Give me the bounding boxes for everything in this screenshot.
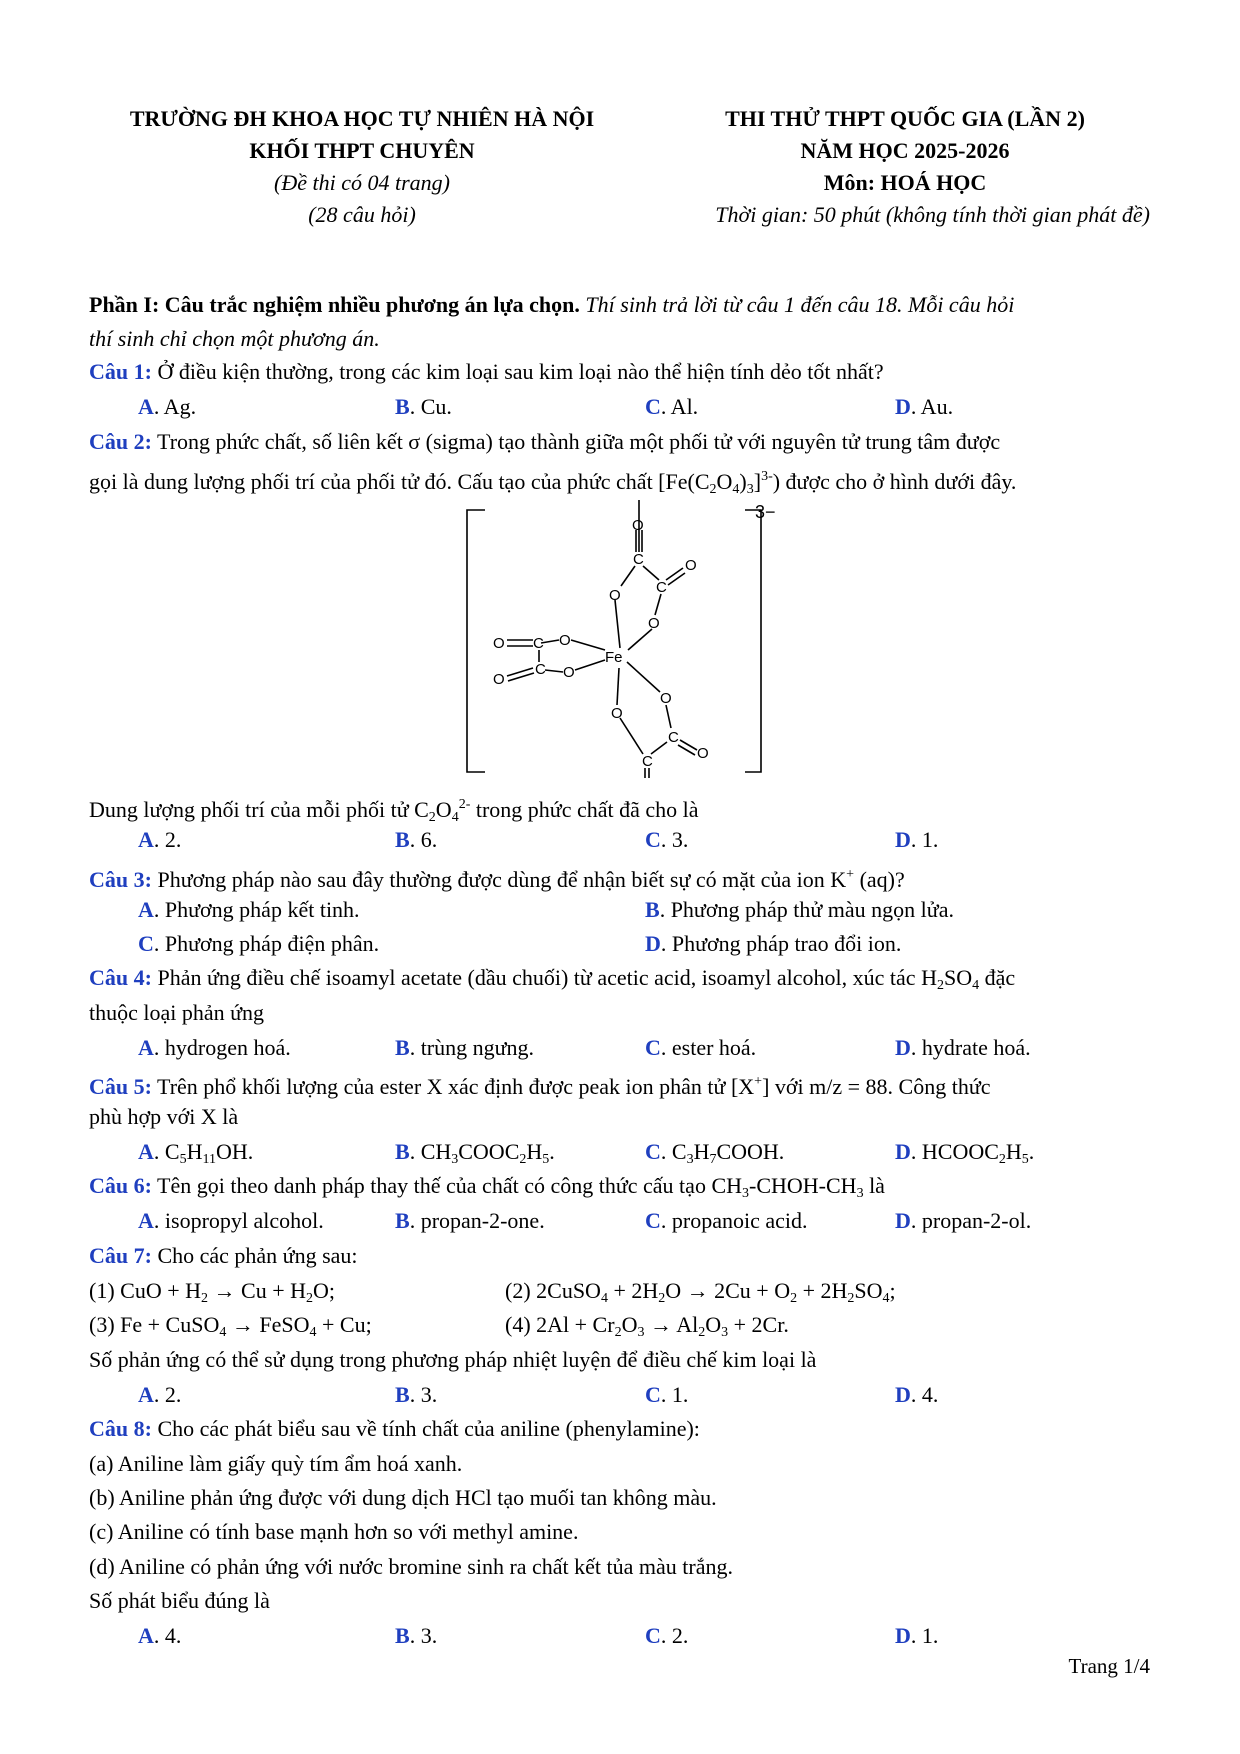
question-4: Câu 4: Phản ứng điều chế isoamyl acetate (dầu chuối) từ acetic acid, isoamyl alcohol, xúc tác $H_2SO_4$ đặc bbox=[89, 965, 1016, 993]
q7-option-b[interactable]: B. 3. bbox=[395, 1382, 438, 1407]
svg-text:O: O bbox=[685, 557, 697, 574]
question-label: Câu 7: bbox=[89, 1243, 152, 1268]
subject: Môn: HOÁ HỌC bbox=[823, 170, 987, 195]
question-3: Câu 3: Phương pháp nào sau đây thường được dùng để nhận biết sự có mặt của ion K+ (aq)? bbox=[89, 867, 905, 892]
q5-option-a[interactable]: A. $C_5H_{11}OH$. bbox=[138, 1139, 254, 1167]
question-8-prompt: Số phát biểu đúng là bbox=[89, 1588, 270, 1613]
question-7-prompt: Số phản ứng có thể sử dụng trong phương pháp nhiệt luyện để điều chế kim loại là bbox=[89, 1347, 817, 1372]
q2-option-c[interactable]: C. 3. bbox=[645, 827, 689, 852]
q4-option-d[interactable]: D. hydrate hoá. bbox=[895, 1035, 1031, 1060]
q8-option-d[interactable]: D. 1. bbox=[895, 1623, 939, 1648]
q2-option-b[interactable]: B. 6. bbox=[395, 827, 438, 852]
question-label: Câu 4: bbox=[89, 965, 152, 990]
question-5: Câu 5: Trên phổ khối lượng của ester X xác định được peak ion phân tử [X+] với m/z = 88. Công thức bbox=[89, 1074, 991, 1099]
q1-option-b[interactable]: B. Cu. bbox=[395, 394, 452, 419]
question-2-prompt: Dung lượng phối trí của mỗi phối tử $C_2O_4^{2-}$ trong phức chất đã cho là bbox=[89, 797, 699, 825]
q3-option-c[interactable]: C. Phương pháp điện phân. bbox=[138, 931, 380, 956]
q7-option-a[interactable]: A. 2. bbox=[138, 1382, 182, 1407]
q6-option-d[interactable]: D. propan-2-ol. bbox=[895, 1208, 1032, 1233]
question-2: Câu 2: Trong phức chất, số liên kết σ (sigma) tạo thành giữa một phối tử với nguyên tử trung tâm được bbox=[89, 429, 1001, 454]
q8-option-c[interactable]: C. 2. bbox=[645, 1623, 689, 1648]
question-label: Câu 8: bbox=[89, 1416, 152, 1441]
q1-option-c[interactable]: C. Al. bbox=[645, 394, 699, 419]
question-label: Câu 2: bbox=[89, 429, 152, 454]
svg-text:C: C bbox=[656, 579, 667, 596]
school-year: NĂM HỌC 2025-2026 bbox=[800, 138, 1010, 163]
q2-option-d[interactable]: D. 1. bbox=[895, 827, 939, 852]
svg-text:O: O bbox=[660, 690, 672, 707]
q2-option-a[interactable]: A. 2. bbox=[138, 827, 182, 852]
school-department: KHỐI THPT CHUYÊN bbox=[249, 138, 475, 163]
reaction-1: (1) CuO + $H_2 \to Cu + H_2O$; bbox=[89, 1278, 335, 1306]
q3-option-b[interactable]: B. Phương pháp thử màu ngọn lửa. bbox=[645, 897, 954, 922]
svg-text:C: C bbox=[535, 661, 546, 678]
school-name: TRƯỜNG ĐH KHOA HỌC TỰ NHIÊN HÀ NỘI bbox=[129, 106, 595, 131]
question-label: Câu 6: bbox=[89, 1173, 152, 1198]
q8-option-a[interactable]: A. 4. bbox=[138, 1623, 182, 1648]
svg-text:O: O bbox=[493, 671, 505, 688]
q4-option-c[interactable]: C. ester hoá. bbox=[645, 1035, 757, 1060]
q6-option-c[interactable]: C. propanoic acid. bbox=[645, 1208, 808, 1233]
svg-text:C: C bbox=[642, 753, 653, 770]
question-label: Câu 1: bbox=[89, 359, 152, 384]
time-limit: Thời gian: 50 phút (không tính thời gian phát đề) bbox=[715, 202, 1150, 227]
q7-option-c[interactable]: C. 1. bbox=[645, 1382, 689, 1407]
page-count-note: (Đề thi có 04 trang) bbox=[274, 170, 450, 195]
reaction-4: (4) $2Al + Cr_2O_3 \to Al_2O_3 + 2Cr$. bbox=[505, 1312, 789, 1340]
q5-option-c[interactable]: C. $C_3H_7COOH$. bbox=[645, 1139, 785, 1167]
statement-c: (c) Aniline có tính base mạnh hơn so với methyl amine. bbox=[89, 1519, 579, 1544]
q1-option-d[interactable]: D. Au. bbox=[895, 394, 954, 419]
statement-b: (b) Aniline phản ứng được với dung dịch HCl tạo muối tan không màu. bbox=[89, 1485, 717, 1510]
svg-text:C: C bbox=[668, 729, 679, 746]
q3-option-a[interactable]: A. Phương pháp kết tinh. bbox=[138, 897, 360, 922]
q5-option-b[interactable]: B. $CH_3COOC_2H_5$. bbox=[395, 1139, 555, 1167]
svg-text:O: O bbox=[697, 745, 709, 762]
statement-a: (a) Aniline làm giấy quỳ tím ẩm hoá xanh. bbox=[89, 1451, 463, 1476]
question-4-cont: thuộc loại phản ứng bbox=[89, 1000, 265, 1025]
svg-text:O: O bbox=[609, 587, 621, 604]
svg-text:C: C bbox=[533, 635, 544, 652]
part1-heading bbox=[89, 290, 1014, 320]
svg-text:C: C bbox=[633, 551, 644, 568]
fe-center-label: Fe bbox=[605, 649, 623, 666]
q3-option-d[interactable]: D. Phương pháp trao đổi ion. bbox=[645, 931, 902, 956]
question-5-cont: phù hợp với X là bbox=[89, 1104, 239, 1129]
page-number: Trang 1/4 bbox=[1068, 1654, 1150, 1678]
svg-text:O: O bbox=[563, 664, 575, 681]
question-2-cont: gọi là dung lượng phối trí của phối tử đó. Cấu tạo của phức chất $[Fe(C_2O_4)_3]^{3-}$) được cho ở hình dưới đây. bbox=[89, 469, 1017, 497]
q5-option-d[interactable]: D. $HCOOC_2H_5$. bbox=[895, 1139, 1035, 1167]
part1-title: Phần I: Câu trắc nghiệm nhiều phương án lựa chọn. bbox=[89, 292, 580, 317]
question-1: Câu 1: Ở điều kiện thường, trong các kim loại sau kim loại nào thể hiện tính dẻo tốt nhất? bbox=[89, 359, 884, 384]
statement-d: (d) Aniline có phản ứng với nước bromine sinh ra chất kết tủa màu trắng. bbox=[89, 1554, 734, 1579]
q6-option-a[interactable]: A. isopropyl alcohol. bbox=[138, 1208, 324, 1233]
part1-instruction-cont: thí sinh chỉ chọn một phương án. bbox=[89, 326, 380, 351]
reaction-2: (2) 2CuSO$_4$ + $2H_2O \to 2Cu + O_2 + 2H_2SO_4$; bbox=[505, 1278, 896, 1306]
svg-text:O: O bbox=[493, 635, 505, 652]
q6-option-b[interactable]: B. propan-2-one. bbox=[395, 1208, 545, 1233]
question-6: Câu 6: Tên gọi theo danh pháp thay thế của chất có công thức cấu tạo $CH_3-CHOH-CH_3$ là bbox=[89, 1173, 885, 1201]
complex-charge-label: 3− bbox=[755, 502, 776, 522]
atom-label: O bbox=[632, 517, 644, 534]
svg-text:O: O bbox=[611, 705, 623, 722]
exam-title: THI THỬ THPT QUỐC GIA (LẦN 2) bbox=[725, 106, 1085, 131]
svg-text:O: O bbox=[559, 632, 571, 649]
q4-option-a[interactable]: A. hydrogen hoá. bbox=[138, 1035, 291, 1060]
q4-option-b[interactable]: B. trùng ngưng. bbox=[395, 1035, 535, 1060]
q1-option-a[interactable]: A. Ag. bbox=[138, 394, 197, 419]
q7-option-d[interactable]: D. 4. bbox=[895, 1382, 939, 1407]
part1-instruction: Thí sinh trả lời từ câu 1 đến câu 18. Mỗi câu hỏi bbox=[579, 292, 1015, 317]
svg-text:O: O bbox=[648, 615, 660, 632]
question-label: Câu 3: bbox=[89, 867, 152, 892]
complex-structure-figure bbox=[455, 500, 775, 778]
reaction-3: (3) Fe + CuSO$_4$ → FeSO$_4$ + Cu; bbox=[89, 1312, 372, 1340]
question-count-note: (28 câu hỏi) bbox=[308, 202, 416, 227]
question-8: Câu 8: Cho các phát biểu sau về tính chất của aniline (phenylamine): bbox=[89, 1416, 700, 1441]
question-label: Câu 5: bbox=[89, 1074, 152, 1099]
q8-option-b[interactable]: B. 3. bbox=[395, 1623, 438, 1648]
question-7: Câu 7: Cho các phản ứng sau: bbox=[89, 1243, 358, 1268]
